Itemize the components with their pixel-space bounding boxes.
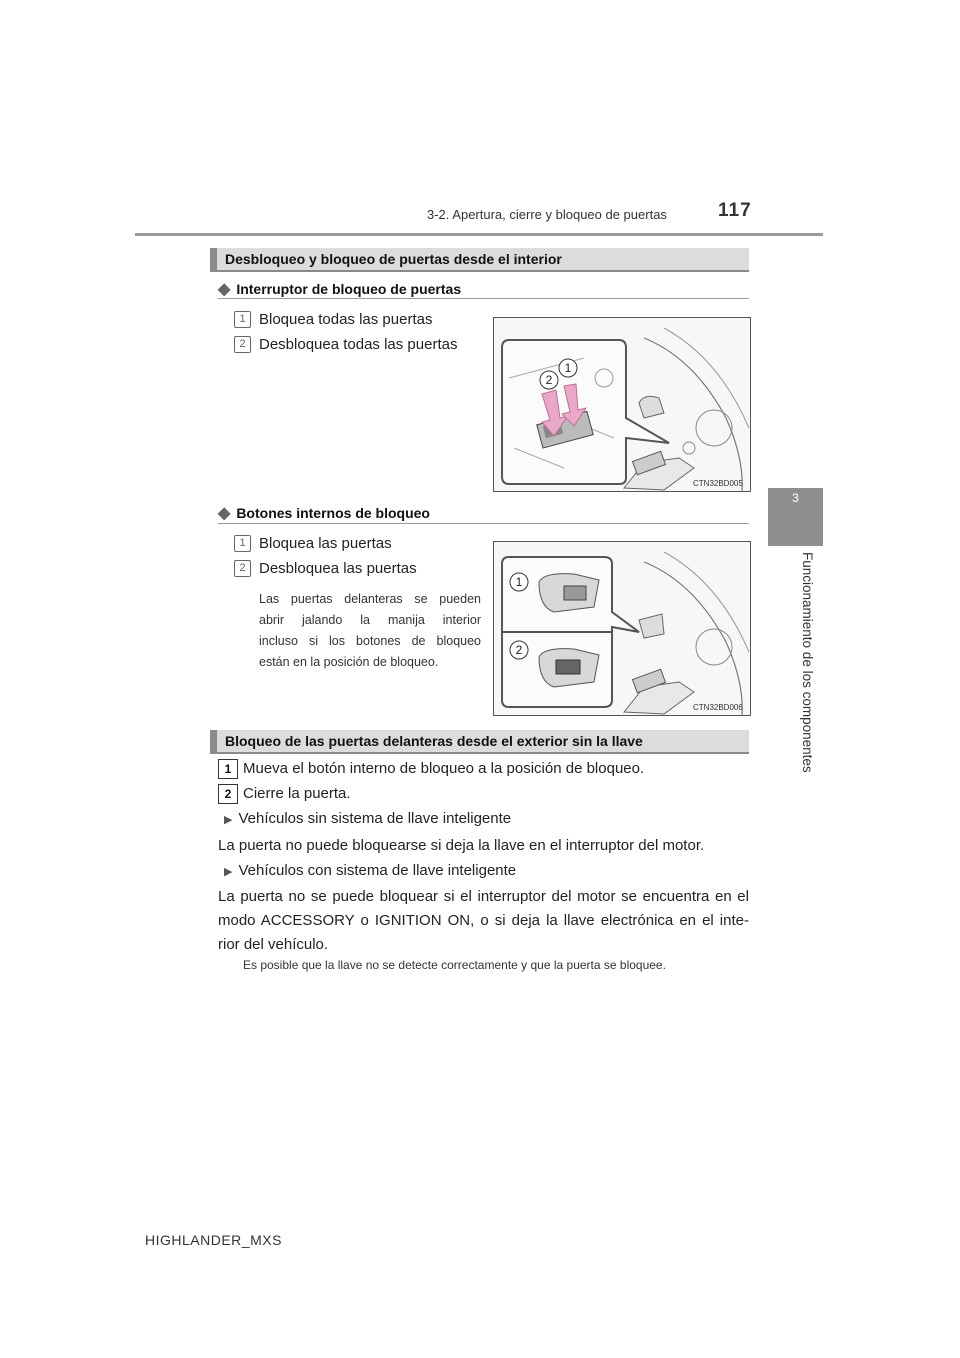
callout-number-icon: 1 (234, 535, 251, 552)
diamond-icon: ◆ (218, 505, 231, 522)
step-1-text: Mueva el botón interno de bloqueo a la posición de bloqueo. (243, 760, 645, 777)
sub1-item-1: Bloquea todas las puertas (259, 311, 433, 328)
chapter-label: Funcionamiento de los componentes (800, 552, 815, 773)
note-line: Las puertas delanteras se pueden (259, 592, 481, 606)
sub2-rule (218, 523, 749, 524)
callout-number-icon: 1 (234, 311, 251, 328)
note-line: incluso si los botones de bloqueo (259, 634, 481, 648)
case2-heading (224, 862, 516, 879)
case2-text (218, 885, 749, 957)
svg-text:2: 2 (545, 373, 553, 387)
figure-lock-knobs (493, 541, 751, 716)
sub1-title: Interruptor de bloqueo de puertas (236, 281, 462, 297)
step-number-badge: 2 (218, 784, 238, 804)
sub2-heading (218, 503, 430, 523)
section-header: 3-2. Apertura, cierre y bloqueo de puertas (427, 207, 667, 222)
figure-code-2: CTN32BD006 (693, 703, 743, 712)
case2-line: rior del vehículo. (218, 936, 329, 953)
sub2-item-1: Bloquea las puertas (259, 535, 392, 552)
page-number: 117 (718, 200, 752, 221)
step-number-badge: 1 (218, 759, 238, 779)
section1-title: Desbloqueo y bloqueo de puertas desde el interior (210, 248, 749, 270)
section2-title: Bloqueo de las puertas delanteras desde el exterior sin la llave (210, 730, 749, 752)
case1-label: Vehículos sin sistema de llave inteligente (238, 810, 512, 827)
figure-door-lock-switch (493, 317, 751, 492)
section2-note: Es posible que la llave no se detecte correctamente y que la puerta se bloquee. (243, 958, 666, 972)
sub1-rule (218, 298, 749, 299)
svg-text:1: 1 (515, 575, 523, 589)
case1-text: La puerta no puede bloquearse si deja la llave en el interruptor del motor. (218, 837, 705, 854)
case2-label: Vehículos con sistema de llave inteligente (238, 862, 517, 879)
sub1-heading (218, 279, 461, 299)
door-lock-switch-illustration (494, 318, 750, 491)
section1-rule (210, 270, 749, 272)
section2-rule (210, 752, 749, 754)
step-2-text: Cierre la puerta. (243, 785, 351, 802)
svg-text:1: 1 (564, 361, 572, 375)
case2-line: modo ACCESSORY o IGNITION ON, o si deja la llave electrónica en el inte- (218, 912, 749, 929)
sub2-note (259, 589, 481, 673)
triangle-bullet-icon: ▶ (224, 814, 233, 826)
diamond-icon: ◆ (218, 281, 231, 298)
figure-code-1: CTN32BD005 (693, 479, 743, 488)
sub2-title: Botones internos de bloqueo (236, 505, 430, 521)
note-line: están en la posición de bloqueo. (259, 655, 439, 669)
case2-line: La puerta no se puede bloquear si el interruptor del motor se encuentra en el (218, 888, 749, 905)
svg-text:2: 2 (515, 643, 523, 657)
callout-number-icon: 2 (234, 336, 251, 353)
case1-heading (224, 810, 511, 827)
lock-knobs-illustration (494, 542, 750, 715)
footer-model: HIGHLANDER_MXS (145, 1232, 282, 1248)
header-rule (135, 233, 823, 236)
triangle-bullet-icon: ▶ (224, 866, 233, 878)
sub2-item-2: Desbloquea las puertas (259, 560, 417, 577)
note-line: abrir jalando la manija interior (259, 613, 481, 627)
sub1-item-2: Desbloquea todas las puertas (259, 336, 458, 353)
chapter-number: 3 (792, 491, 799, 505)
callout-number-icon: 2 (234, 560, 251, 577)
